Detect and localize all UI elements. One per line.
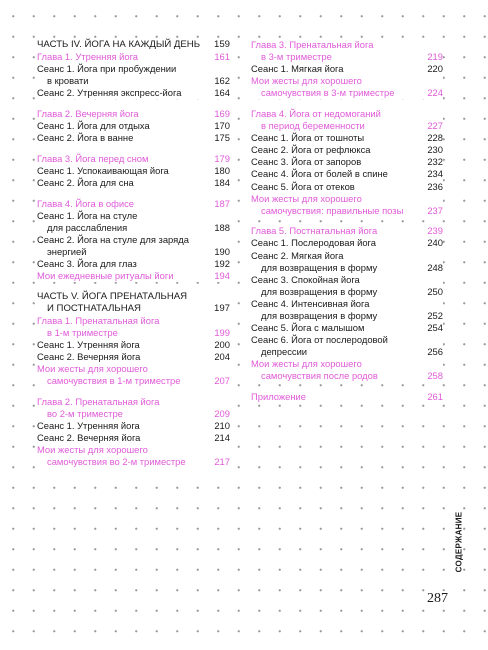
toc-entry-page: 232 [427,156,443,168]
toc-entry [37,291,230,315]
toc-entry [37,396,230,420]
section-side-label [452,512,466,572]
toc-entry-page: 170 [214,120,230,132]
toc-entry-line: Сеанс 2. Йога от рефлюкса [251,144,371,156]
toc-entry-line: Глава 3. Йога перед сном [37,152,149,164]
toc-entry [37,51,230,63]
toc-entry-line: ЧАСТЬ V. ЙОГА ПРЕНАТАЛЬНАЯ [37,290,188,302]
toc-entry-line: для возвращения в форму [261,309,378,321]
toc-entry-line: Глава 4. Йога в офисе [37,197,134,209]
toc-entry-page: 161 [214,51,230,63]
toc-entry-line: Глава 2. Вечерняя йога [37,107,139,119]
toc-entry-line: в период беременности [261,120,365,132]
toc-entry [37,63,230,87]
toc-entry-line: Мои жесты для хорошего [251,75,362,87]
toc-left-column [37,39,230,469]
toc-entry-title [251,298,423,322]
toc-entry-line: Сеанс 6. Йога от послеродовой [251,334,388,346]
toc-entry-line: Мои жесты для хорошего [251,192,362,204]
toc-entry-page: 230 [427,144,443,156]
toc-entry-line: Глава 1. Пренатальная йога [37,314,160,326]
toc-entry-line: Сеанс 3. Йога для глаз [37,258,137,269]
toc-entry-line: Сеанс 5. Йога от отеков [251,180,355,192]
toc-entry [37,339,230,351]
toc-entry-page: 236 [427,180,443,192]
toc-entry-title [37,258,210,270]
toc-entry-title [37,339,210,351]
toc-entry-title [37,432,210,444]
toc-entry-page: 210 [214,420,230,432]
toc-entry-line: Глава 3. Пренатальная йога [251,39,374,50]
toc-entry [37,258,230,270]
toc-entry-line: для возвращения в форму [261,261,378,273]
toc-entry-line: Сеанс 1. Йога от тошноты [251,132,365,144]
toc-entry [251,132,443,144]
toc-entry-title [37,153,210,165]
toc-entry-line: Сеанс 4. Интенсивная йога [251,297,370,309]
toc-entry-title [37,165,210,177]
toc-entry-title [37,315,210,339]
toc-entry-page: 258 [427,370,443,382]
toc-entry-page: 234 [427,168,443,180]
toc-entry [37,177,230,189]
toc-entry-page: 227 [427,120,443,132]
toc-entry-line: Мои ежедневные ритуалы йоги [37,270,174,282]
toc-entry-line: Сеанс 5. Йога с малышом [251,322,365,334]
toc-entry [37,444,230,468]
toc-entry-title [251,391,423,403]
toc-entry-line: Мои жесты для хорошего [37,444,148,456]
toc-entry-line: Сеанс 1. Утренняя йога [37,339,140,351]
toc-entry-page: 179 [214,152,230,164]
toc-entry-title [37,132,210,144]
toc-entry-title [37,198,210,210]
toc-entry-line: самочувствия после родов [261,370,378,382]
toc-entry-line: для возвращения в форму [261,285,378,297]
toc-entry-page: 180 [214,164,230,176]
toc-entry [37,39,230,51]
toc-entry-title [37,63,210,87]
toc-entry-title [251,250,423,274]
toc-entry [37,198,230,210]
toc-entry-page: 207 [214,375,230,387]
toc-entry [251,144,443,156]
toc-entry-line: в 3-м триместре [261,51,332,63]
toc-entry [37,234,230,258]
toc-entry-title [37,270,210,282]
toc-entry-page: 200 [214,339,230,351]
toc-entry-page: 194 [214,270,230,282]
toc-entry [37,420,230,432]
toc-entry-title [37,177,210,189]
toc-entry-page: 219 [427,51,443,63]
toc-entry-title [251,144,423,156]
toc-entry-line: для расслабления [47,221,128,233]
toc-entry [37,108,230,120]
toc-entry-title [251,322,423,334]
toc-entry [251,274,443,298]
toc-entry-title [251,63,423,75]
toc-entry-title [251,237,423,249]
side-label-text: СОДЕРЖАНИЕ [454,511,464,573]
page-number: 287 [427,591,448,606]
toc-entry-page: 254 [427,322,443,334]
toc-entry [251,358,443,382]
toc-entry-line: Мои жесты для хорошего [37,363,148,375]
toc-entry-line: Сеанс 1. Послеродовая йога [251,237,376,249]
toc-entry-line: в 1-м триместре [47,326,118,338]
toc-entry-line: энергией [47,245,87,257]
toc-entry-title [251,358,423,382]
toc-entry [251,75,443,99]
toc-entry [37,87,230,99]
toc-entry [251,181,443,193]
toc-entry [37,165,230,177]
toc-entry-title [251,193,423,217]
toc-entry-line: Глава 1. Утренняя йога [37,51,139,63]
toc-entry-page: 228 [427,132,443,144]
toc-entry [251,237,443,249]
toc-entry-line: Глава 5. Постнатальная йога [251,225,378,237]
toc-entry [37,351,230,363]
toc-entry-line: Глава 2. Пренатальная йога [37,395,160,407]
toc-entry-line: самочувствия в 1-м триместре [47,375,181,387]
toc-entry [37,153,230,165]
toc-entry-title [37,291,210,315]
toc-entry-page: 169 [214,107,230,119]
toc-entry [37,132,230,144]
toc-entry [251,39,443,63]
toc-entry-title [37,108,210,120]
toc-entry-title [251,168,423,180]
toc-entry-line: во 2-м триместре [47,408,123,420]
toc-entry-line: Сеанс 1. Йога для отдыха [37,120,150,132]
toc-entry-line: Мои жесты для хорошего [251,358,362,370]
toc-entry-title [37,363,210,387]
toc-entry-page: 239 [427,225,443,237]
toc-entry-title [251,181,423,193]
toc-entry-page: 248 [427,261,443,273]
toc-entry-title [37,420,210,432]
toc-entry-title [37,120,210,132]
toc-entry-page: 256 [427,346,443,358]
toc-entry-title [37,87,210,99]
toc-entry-line: ЧАСТЬ IV. ЙОГА НА КАЖДЫЙ ДЕНЬ [37,39,201,50]
toc-entry-page: 190 [214,245,230,257]
toc-entry-line: Сеанс 1. Утренняя йога [37,420,140,432]
toc-right-column [251,39,443,403]
toc-entry-page: 175 [214,132,230,144]
toc-entry-title [251,274,423,298]
toc-entry-line: Приложение [251,391,306,403]
toc-entry [37,315,230,339]
toc-entry-page: 187 [214,197,230,209]
toc-entry-page: 159 [213,39,230,50]
toc-entry-line: Сеанс 1. Йога при пробуждении [37,63,177,75]
toc-entry-page: 199 [214,326,230,338]
toc-entry [251,63,443,75]
toc-entry-page: 250 [427,285,443,297]
toc-entry-page: 252 [427,309,443,321]
toc-entry [37,363,230,387]
toc-entry [251,298,443,322]
toc-entry-line: самочувствия в 3-м триместре [261,87,395,99]
toc-entry-page: 188 [214,221,230,233]
toc-entry [251,156,443,168]
toc-entry-line: Сеанс 1. Мягкая йога [251,63,344,75]
toc-entry [251,193,443,217]
toc-entry-title [37,51,210,63]
toc-entry [37,432,230,444]
toc-entry-page: 164 [214,87,230,99]
toc-entry [251,334,443,358]
toc-entry [251,108,443,132]
toc-entry [251,391,443,403]
toc-entry-line: Глава 4. Йога от недомоганий [251,107,381,119]
toc-entry-title [37,444,210,468]
toc-entry-line: Сеанс 2. Вечерняя йога [37,432,141,444]
toc-entry-page: 184 [214,176,230,188]
toc-entry-title [251,225,423,237]
toc-entry [251,322,443,334]
toc-entry-title [37,396,210,420]
toc-entry-line: Сеанс 2. Йога в ванне [37,132,134,144]
toc-entry-line: Сеанс 2. Утренняя экспресс-йога [37,87,182,99]
toc-entry-line: Сеанс 2. Вечерняя йога [37,351,141,363]
toc-entry-page: 162 [214,75,230,87]
toc-entry-line: Сеанс 4. Йога от болей в спине [251,168,388,180]
toc-entry-page: 224 [427,87,443,99]
toc-entry-line: Сеанс 2. Мягкая йога [251,249,344,261]
toc-entry-page: 217 [214,456,230,468]
toc-entry-title [251,156,423,168]
toc-entry-page: 240 [427,237,443,249]
toc-entry-line: И ПОСТНАТАЛЬНАЯ [47,302,141,314]
toc-entry [251,250,443,274]
toc-entry-page: 214 [214,432,230,444]
toc-entry-page: 237 [427,204,443,216]
toc-entry-title [251,132,423,144]
toc-entry-page: 261 [427,391,443,403]
toc-entry-title [251,334,423,358]
toc-entry-title [251,39,423,63]
toc-entry-title [251,108,423,132]
toc-entry-line: Сеанс 3. Йога от запоров [251,156,362,168]
toc-entry-title [37,210,210,234]
toc-entry [251,168,443,180]
toc-entry-title [251,75,423,99]
toc-entry-line: самочувствия: правильные позы [261,204,404,216]
toc-entry-page: 197 [213,302,230,314]
toc-entry-line: Сеанс 3. Спокойная йога [251,273,360,285]
toc-entry [37,120,230,132]
toc-entry [37,270,230,282]
toc-entry-line: Сеанс 1. Йога на стуле [37,209,138,221]
toc-entry-page: 209 [214,408,230,420]
toc-entry-line: Сеанс 2. Йога на стуле для заряда [37,233,189,245]
toc-entry-page: 192 [214,258,230,269]
toc-entry-page: 204 [214,351,230,363]
toc-entry-line: Сеанс 1. Успокаивающая йога [37,164,169,176]
toc-entry [251,225,443,237]
toc-entry-line: Сеанс 2. Йога для сна [37,176,134,188]
toc-entry-title [37,234,210,258]
toc-entry-line: самочувствия во 2-м триместре [47,456,186,468]
toc-entry-line: депрессии [261,346,308,358]
toc-entry-page: 220 [427,63,443,75]
toc-entry [37,210,230,234]
toc-entry-title [37,39,210,51]
toc-entry-title [37,351,210,363]
toc-entry-line: в кровати [47,75,89,87]
